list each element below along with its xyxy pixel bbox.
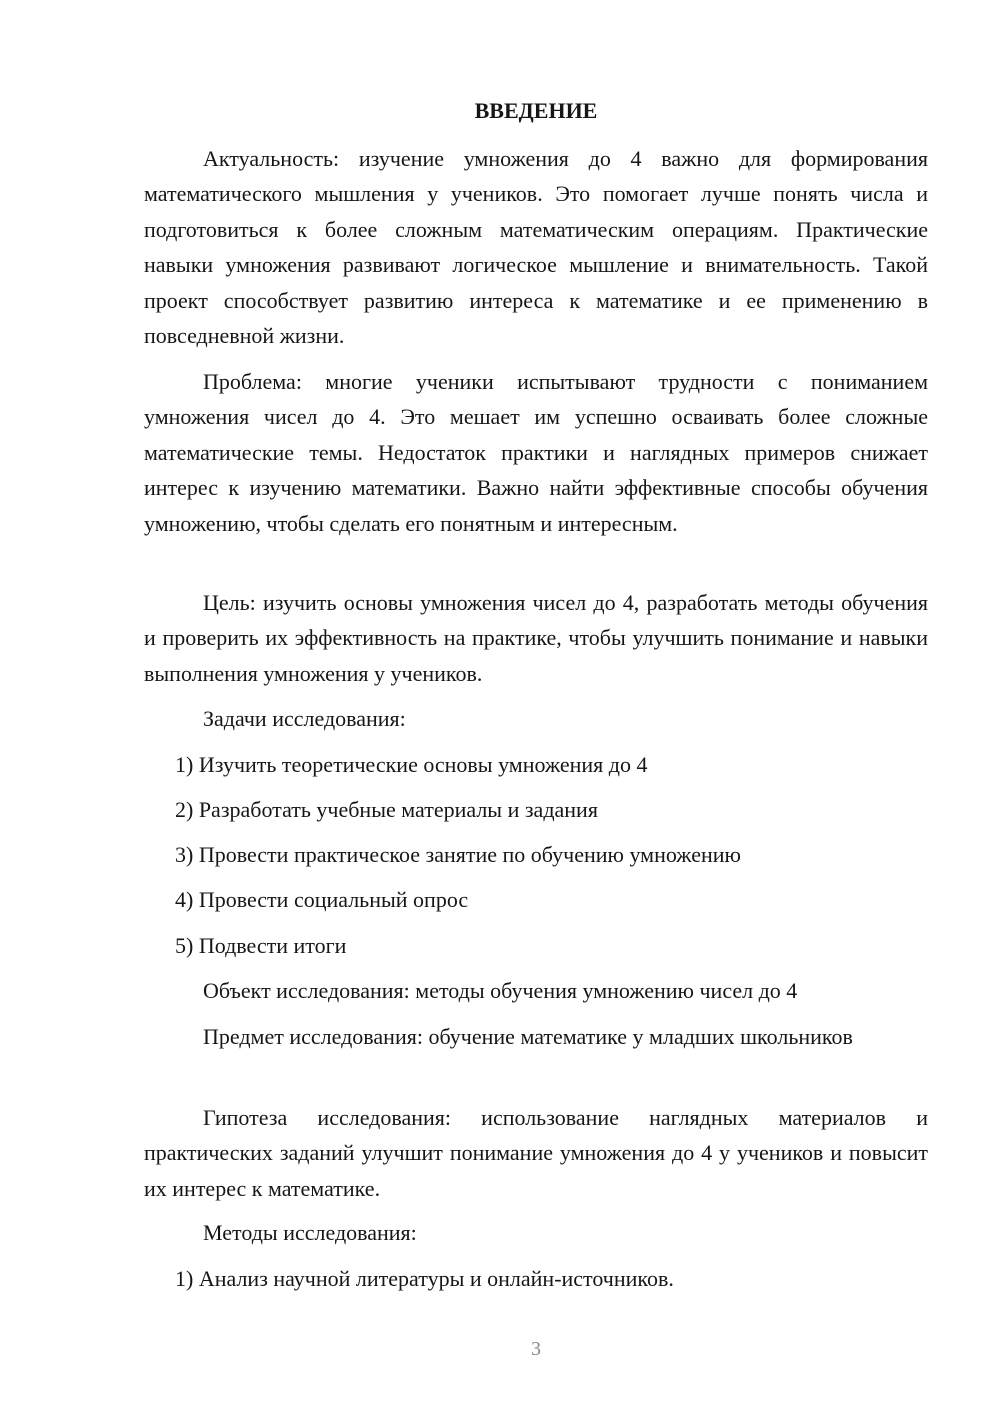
problem-text: Проблема: многие ученики испытывают трудности с пониманием умножения чисел до 4. Это мешает им успешно осваивать более сложные математические темы. Недостаток практики и наглядных примеров снижает интерес к изучению математики. Важно найти эффективные способы обучения умножению, чтобы сделать его понятным и интересным. xyxy=(144,369,928,536)
subject-paragraph xyxy=(144,1019,928,1054)
goal-paragraph xyxy=(144,585,928,691)
page-number: 3 xyxy=(531,1338,541,1360)
hypothesis-paragraph xyxy=(144,1100,928,1206)
task-item: 4) Провести социальный опрос xyxy=(175,887,469,912)
problem-paragraph xyxy=(144,364,928,541)
method-item: 1) Анализ научной литературы и онлайн-источников. xyxy=(175,1266,674,1291)
goal-text: Цель: изучить основы умножения чисел до 4, разработать методы обучения и проверить их эффективность на практике, чтобы улучшить понимание и навыки выполнения умножения у учеников. xyxy=(144,590,928,686)
tasks-title: Задачи исследования: xyxy=(203,706,406,731)
relevance-text: Актуальность: изучение умножения до 4 важно для формирования математического мышления у учеников. Это помогает лучше понять числа и подготовиться к более сложным математическим операциям. Практические навыки умножения развивают логическое мышление и внимательность. Такой проект способствует развитию интереса к математике и ее применению в повседневной жизни. xyxy=(144,146,928,349)
task-item: 3) Провести практическое занятие по обучению умножению xyxy=(175,842,741,867)
task-item: 1) Изучить теоретические основы умножения до 4 xyxy=(175,752,648,777)
task-item: 2) Разработать учебные материалы и задания xyxy=(175,797,598,822)
subject-text: Предмет исследования: обучение математике у младших школьников xyxy=(203,1024,853,1049)
hypothesis-text: Гипотеза исследования: использование наглядных материалов и практических заданий улучшит понимание умножения до 4 у учеников и повысит их интерес к математике. xyxy=(144,1105,928,1201)
section-heading: ВВЕДЕНИЕ xyxy=(474,98,598,123)
methods-title: Методы исследования: xyxy=(203,1220,417,1245)
relevance-paragraph xyxy=(144,141,928,353)
task-item: 5) Подвести итоги xyxy=(175,933,347,958)
object-text: Объект исследования: методы обучения умножению чисел до 4 xyxy=(203,978,798,1003)
